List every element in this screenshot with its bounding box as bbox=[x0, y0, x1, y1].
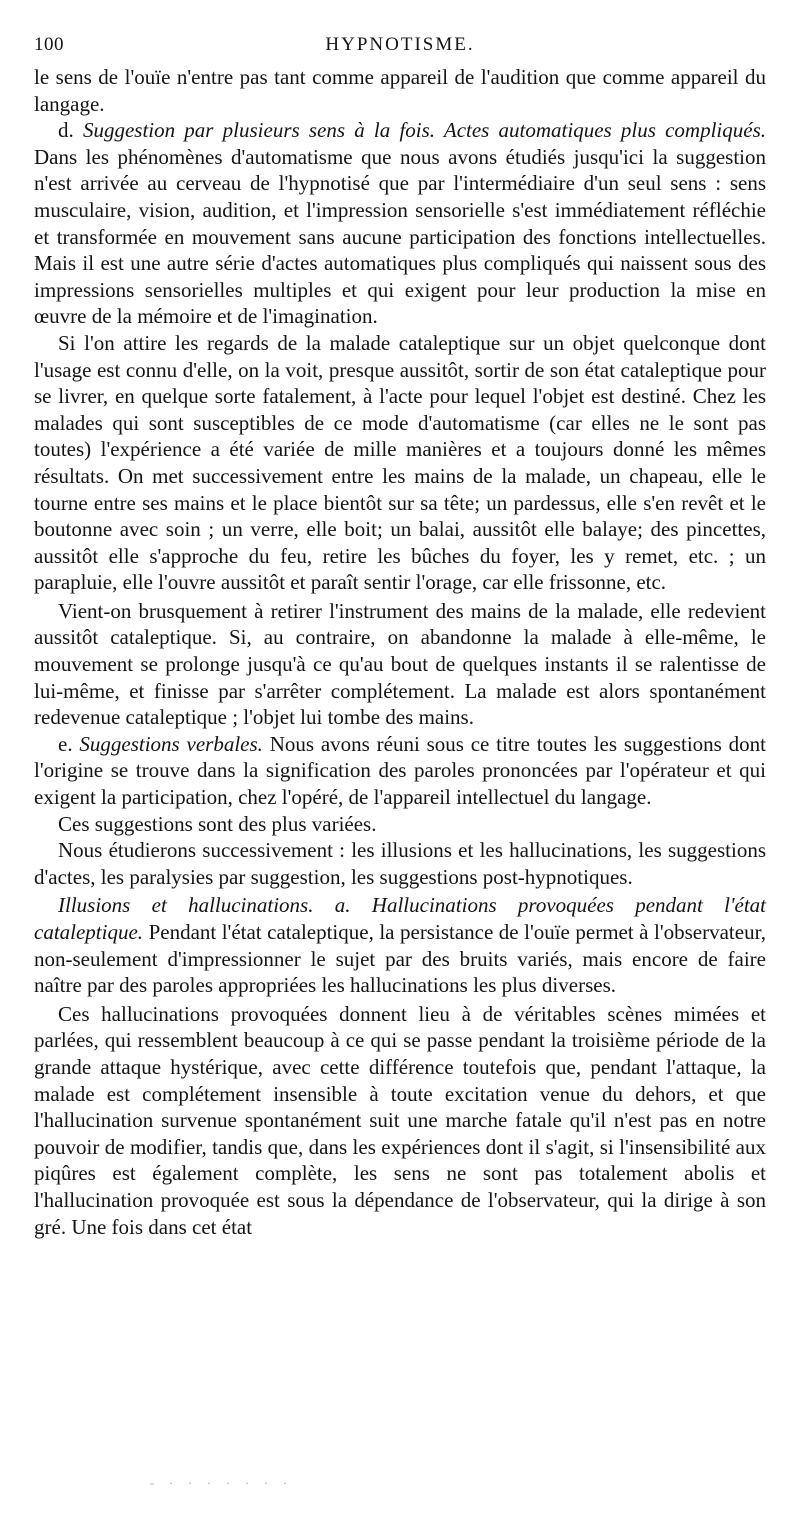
paragraph-section-d bbox=[34, 117, 766, 330]
paragraph-continued: le sens de l'ouïe n'entre pas tant comme appareil de l'audition que comme appareil du langage. bbox=[34, 65, 766, 116]
paragraph-hallucination-scenes: Ces hallucinations provoquées donnent lieu à de véritables scènes mimées et parlées, qui ressemblent beaucoup à ce qui se passe pendant la troisième période de la grande attaque hystérique, avec cette différence toutefois que, pendant l'attaque, la malade est complétement insensible à toute excitation venue du dehors, et que l'hallucination survenue spontanément suit une marche fatale qu'il n'est pas en notre pouvoir de modifier, tandis que, dans les expériences dont il s'agit, si l'insensibilité aux piqûres est également complète, les sens ne sont pas totalement abolis et l'hallucination provoquée est sous la dépendance de l'observateur, qui la dirige à son gré. Une fois dans cet état bbox=[34, 1001, 766, 1239]
paragraph-illusions bbox=[34, 892, 766, 998]
paragraph-section-e bbox=[34, 731, 766, 811]
paragraph-instrument-removed: Vient-on brusquement à retirer l'instrument des mains de la malade, elle redevient aussitôt cataleptique. Si, au contraire, on abandonne la malade à elle-même, le mouvement se prolonge jusqu'à ce qu'au bout de quelques instants il se ralentisse de lui-même, et finisse par s'arrêter complétement. La malade est alors spontanément redevenue cataleptique ; l'objet lui tombe des mains. bbox=[34, 598, 766, 730]
section-e-text: Nous avons réuni sous ce titre toutes les suggestions dont l'origine se trouve dans la signification des paroles prononcées par l'opérateur et qui exigent la participation, chez l'opéré, de l'appareil intellectuel du langage. bbox=[34, 731, 766, 810]
illusions-heading: Illusions et hallucinations. a. Hallucinations provoquées pendant l'état cataleptique. bbox=[34, 893, 766, 944]
paragraph-cataleptic-object: Si l'on attire les regards de la malade cataleptique sur un objet quelconque dont l'usage est connu d'elle, on la voit, presque aussitôt, sortir de son état cataleptique pour se livrer, en quelque sorte fatalement, à l'acte pour lequel l'objet est destiné. Chez les malades qui sont susceptibles de ce mode d'automatisme (car elles ne le sont pas toutes) l'expérience a été variée de mille manières et a toujours donné les mêmes résultats. On met successivement entre les mains de la malade, un chapeau, elle le tourne entre ses mains et le place bientôt sur sa tête; un pardessus, elle s'en revêt et le boutonne avec soin ; un verre, elle boit; un balai, aussitôt elle balaye; des pincettes, aussitôt elle s'approche du feu, retire les bûches du foyer, les y remet, etc. ; un parapluie, elle l'ouvre aussitôt et paraît sentir l'orage, car elle frissonne, etc. bbox=[34, 330, 766, 595]
running-title: HYPNOTISME. bbox=[325, 34, 475, 55]
section-e-label: e. bbox=[58, 731, 80, 756]
page-number: 100 bbox=[34, 34, 64, 55]
print-specks: - · · · · · · · bbox=[150, 1476, 293, 1490]
illusions-text: Pendant l'état cataleptique, la persistance de l'ouïe permet à l'observateur, non-seulement d'impressionner le sujet par des bruits variés, mais encore de faire naître par des paroles appropriées les hallucinations les plus diverses. bbox=[34, 920, 766, 998]
section-d-heading: Suggestion par plusieurs sens à la fois. Actes automatiques plus compliqués. bbox=[82, 118, 766, 143]
paragraph-varied-suggestions: Ces suggestions sont des plus variées. bbox=[58, 811, 377, 836]
paragraph-study-plan: Nous étudierons successivement : les illusions et les hallucinations, les suggestions d'actes, les paralysies par suggestion, les suggestions post-hypnotiques. bbox=[34, 838, 766, 889]
section-d-text: Dans les phénomènes d'automatisme que nous avons étudiés jusqu'ici la suggestion n'est arrivée au cerveau de l'hypnotisé que par l'intermédiaire d'un seul sens : sens musculaire, vision, audition, et l'impression sensorielle s'est immédiatement réfléchie et transformée en mouvement sans aucune participation des fonctions intellectuelles. Mais il est une autre série d'actes automatiques plus compliqués qui naissent sous des impressions sensorielles multiples et qui exigent pour leur production la mise en œuvre de la mémoire et de l'imagination. bbox=[34, 144, 766, 329]
section-d-label: d. bbox=[58, 118, 83, 143]
body-text bbox=[34, 64, 766, 1240]
section-e-heading: Suggestions verbales. bbox=[79, 731, 263, 756]
running-head bbox=[34, 34, 766, 64]
